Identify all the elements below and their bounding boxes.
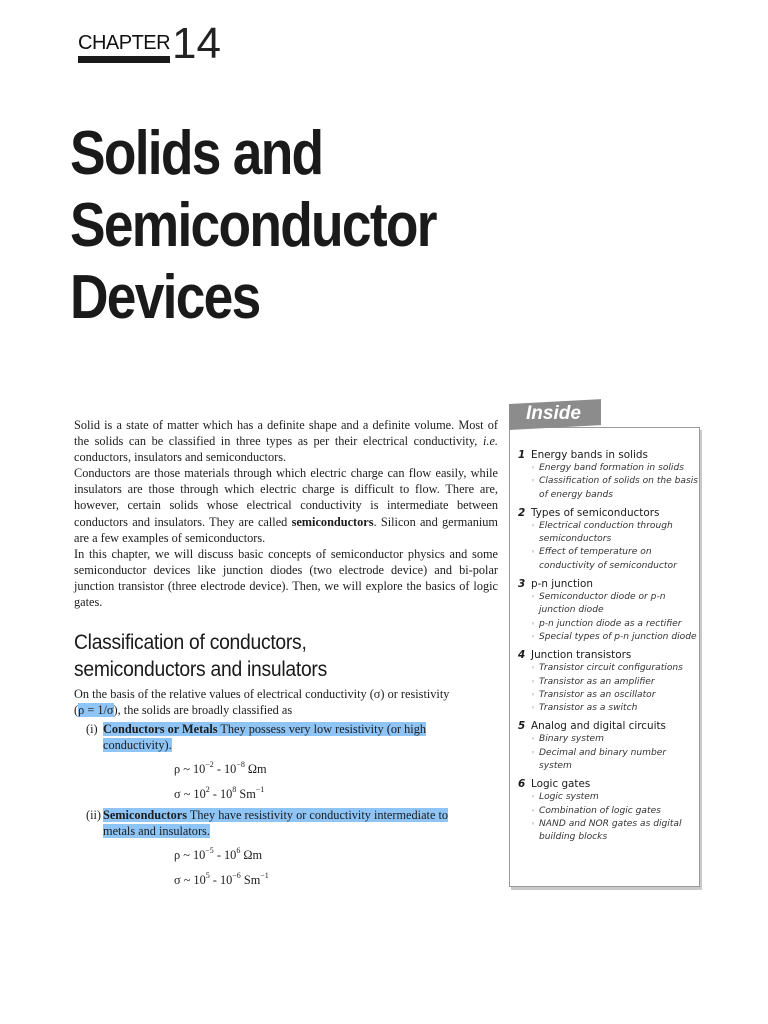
toc-subitem: ◦ Effect of temperature on conductivity of semiconductor [532,546,698,573]
chapter-underline [78,56,170,63]
text: conductors, insulators and semiconductors. [74,450,287,465]
toc-heading [518,448,698,462]
inside-toc [518,448,698,849]
title-line: Semiconductor [70,191,436,260]
toc-title: p-n junction [531,578,593,591]
intro-paragraph [74,417,498,465]
toc-title: Analog and digital circuits [531,720,666,733]
toc-subitem: ◦ Binary system [532,733,698,746]
section-heading [74,629,460,683]
toc-heading [518,777,698,791]
text: Conductors are those materials through which electric charge can flow easily, while insulators are those through which electric charge is difficult to flow. There are, however, certain solids whose electrical conductivity is intermediate between conductors and insulators. They are called [74,466,498,529]
toc-number: 6 [518,778,526,791]
toc-subitem: ◦ Transistor as an amplifier [532,676,698,689]
toc-heading [518,719,698,733]
item-body [103,722,426,754]
toc-subitem: ◦ p-n junction diode as a rectifier [532,618,698,631]
toc-title: Energy bands in solids [531,449,648,461]
toc-number: 1 [518,449,526,461]
toc-title: Types of semiconductors [531,506,660,519]
toc-subitem: ◦ Logic system [532,791,698,804]
toc-section [518,648,698,715]
highlighted-text: ρ = 1/σ [78,703,114,718]
formula-resistivity: ρ ~ $10^{-5} - 10^6$ Ωm [174,846,263,862]
toc-subitem: ◦ Transistor circuit configurations [532,662,698,675]
formula-conductivity: σ ~ $10^2 - 10^8$ $Sm^{-1}$ [174,785,265,801]
toc-section [518,719,698,773]
toc-subitem: ◦ Combination of logic gates [532,805,698,818]
toc-heading [518,577,698,591]
toc-subitem: ◦ Transistor as an oscillator [532,689,698,702]
toc-subitem: ◦ Semiconductor diode or p-n junction diode [532,591,698,618]
toc-section [518,506,698,573]
chapter-label: CHAPTER [78,32,171,54]
text: metals and insulators. [103,823,210,838]
toc-subitem: ◦ Transistor as a switch [532,702,698,715]
title-line: Solids and [70,119,323,188]
chapter-number: 14 [172,19,221,68]
text: They possess very low resistivity (or high [217,722,427,736]
bold-term: semiconductors [291,514,374,529]
text: i.e. [482,434,498,449]
toc-number: 5 [518,720,526,733]
intro-paragraph [74,465,498,545]
chapter-title [70,118,436,334]
toc-title: Logic gates [531,778,591,791]
text: ( [74,703,79,718]
item-body [103,808,448,840]
text: . Silicon and germanium are a few examples of semiconductors. [74,514,498,545]
text: Solid is a state of matter which has a definite shape and a definite volume. Most of the solids can be classified in three types as per their electrical conductivity, [74,418,498,449]
basis-text [74,686,498,718]
toc-number: 3 [518,578,526,591]
title-line: Devices [70,263,260,332]
text: ), the solids are broadly classified as [113,703,293,718]
toc-section [518,448,698,502]
toc-number: 2 [518,506,526,519]
text: conductivity). [103,737,172,752]
toc-title: Junction transistors [531,649,632,662]
toc-subitem: ◦ NAND and NOR gates as digital building blocks [532,818,698,845]
item-title: Semiconductors [103,808,188,822]
intro-text [74,417,498,610]
formula-conductivity: σ ~ $10^5 - 10^{-6}$ $Sm^{-1}$ [174,871,269,887]
toc-subitem: ◦ Electrical conduction through semiconductors [532,520,698,547]
formula-resistivity: ρ ~ $10^{-2} - 10^{-8}$ Ωm [174,760,267,776]
text-line [74,702,498,718]
toc-number: 4 [518,649,526,662]
toc-subitem: ◦ Special types of p-n junction diode [532,631,698,644]
item-number: (i) [86,722,98,736]
toc-subitem: ◦ Energy band formation in solids [532,462,698,475]
text: On the basis of the relative values of electrical conductivity (σ) or resistivity [74,687,450,701]
text: They have resistivity or conductivity intermediate to [187,808,449,822]
toc-heading [518,648,698,662]
heading-line: semiconductors and insulators [74,658,327,681]
item-number: (ii) [86,808,102,822]
toc-section [518,577,698,644]
toc-section [518,777,698,844]
heading-line: Classification of conductors, [74,631,307,654]
toc-subitem: ◦ Decimal and binary number system [532,747,698,774]
item-title: Conductors or Metals [103,722,218,736]
intro-paragraph: In this chapter, we will discuss basic concepts of semiconductor physics and some semiconductor devices like junction diodes (two electrode device) and bi-polar junction transistor (three electrode device). Then, we will explore the basics of logic gates. [74,546,498,610]
toc-subitem: ◦ Classification of solids on the basis of energy bands [532,475,698,502]
inside-label: Inside [526,403,581,424]
toc-heading [518,506,698,520]
